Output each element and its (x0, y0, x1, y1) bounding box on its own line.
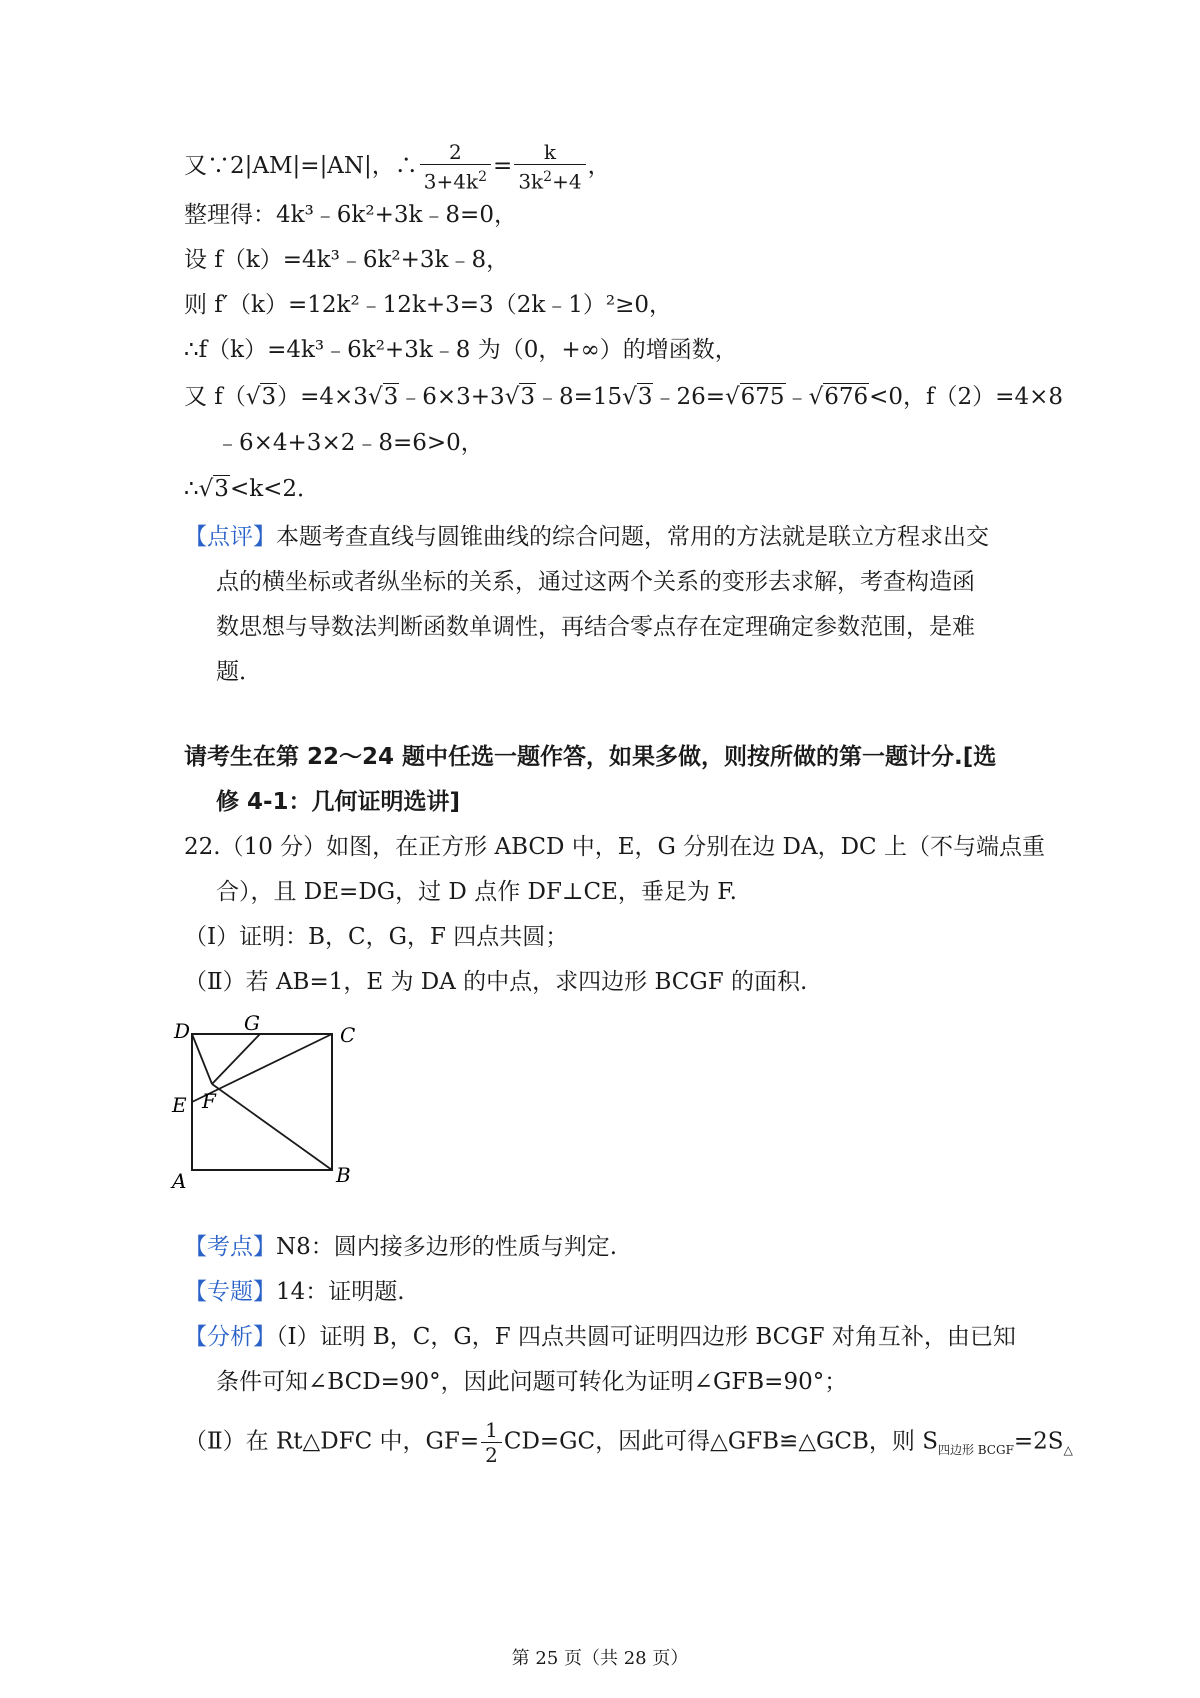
text: 又 f（ (184, 384, 246, 410)
equation-line-5: ∴f（k）=4k³﹣6k²+3k﹣8 为（0，+∞）的增函数， (184, 337, 738, 363)
text: ﹣6×3+3 (399, 384, 505, 410)
zhuanti-tag: 【专题】 (184, 1279, 276, 1305)
text: ）=4×3 (277, 384, 368, 410)
numerator: k (543, 140, 557, 164)
problem-line-1: 22.（10 分）如图，在正方形 ABCD 中，E，G 分别在边 DA，DC 上（不与端点重 (184, 834, 1045, 860)
comment-tag: 【点评】 (184, 524, 276, 550)
denominator: 2 (481, 1442, 502, 1467)
exponent: 2 (478, 169, 488, 185)
text: <0，f（2）=4×8 (869, 384, 1063, 410)
label-e: E (172, 1093, 187, 1117)
label-f: F (202, 1089, 216, 1113)
radicand: 676 (824, 384, 869, 410)
equation-line-4: 则 f′（k）=12k²﹣12k+3=3（2k﹣1）²≥0， (184, 292, 673, 318)
segment-gf (212, 1034, 260, 1084)
problem-part-1: （Ⅰ）证明：B，C，G，F 四点共圆； (184, 924, 569, 950)
den-text: +4 (552, 169, 582, 194)
radicand: 675 (740, 384, 785, 410)
fenxi-tag: 【分析】 (184, 1324, 276, 1350)
punctuation: ， (587, 152, 611, 179)
den-text: 3k (518, 169, 544, 194)
text: ﹣ (785, 384, 809, 410)
text: ﹣8=15 (535, 384, 623, 410)
text: CD=GC，因此可得△GFB≌△GCB，则 S (503, 1428, 938, 1455)
fraction-half (481, 1418, 502, 1467)
numerator: 2 (449, 140, 462, 164)
fenxi-text: （Ⅰ）证明 B，C，G，F 四点共圆可证明四边形 BCGF 对角互补，由已知 (276, 1324, 1016, 1350)
page-footer: 第 25 页（共 28 页） (511, 1648, 689, 1669)
label-c: C (340, 1023, 356, 1047)
radicand: 3 (261, 384, 277, 410)
equation-line-6: 又 f（√3）=4×3√3﹣6×3+3√3﹣8=15√3﹣26=√675﹣√676<0，f（2）=4×8 (184, 384, 1063, 410)
section-heading-line-2: 修 4-1：几何证明选讲] (216, 789, 461, 815)
kaodian-tag: 【考点】 (184, 1234, 276, 1260)
subscript: △ (1063, 1443, 1073, 1458)
den-text: 3+4k (423, 169, 479, 194)
equals-sign: = (493, 152, 513, 179)
zhuanti-text: 14：证明题. (276, 1279, 405, 1305)
exponent: 2 (543, 169, 553, 185)
kaodian-text: N8：圆内接多边形的性质与判定. (276, 1234, 618, 1260)
problem-line-2: 合），且 DE=DG，过 D 点作 DF⊥CE，垂足为 F. (216, 879, 737, 905)
comment-line-4: 题． (216, 659, 262, 685)
comment-line-1 (184, 522, 989, 552)
denominator (514, 164, 585, 194)
fenxi-line-1 (184, 1322, 1016, 1352)
comment-line-2: 点的横坐标或者纵坐标的关系，通过这两个关系的变形去求解，考查构造函 (216, 569, 975, 595)
label-g: G (244, 1011, 260, 1035)
equation-line-2: 整理得：4k³﹣6k²+3k﹣8=0， (184, 202, 517, 228)
segment-df (192, 1034, 212, 1084)
equation-line-1 (184, 140, 611, 194)
fenxi-line-2: 条件可知∠BCD=90°，因此问题可转化为证明∠GFB=90°； (216, 1369, 848, 1395)
text: （Ⅱ）在 Rt△DFC 中，GF= (184, 1428, 480, 1455)
comment-text: 本题考查直线与圆锥曲线的综合问题，常用的方法就是联立方程求出交 (276, 524, 989, 550)
equation-text: 又∵2|AM|=|AN|，∴ (184, 152, 418, 179)
equation-line-8: ∴√3<k<2． (184, 476, 321, 502)
fraction-2 (514, 140, 585, 194)
problem-part-2: （Ⅱ）若 AB=1，E 为 DA 的中点，求四边形 BCGF 的面积. (184, 969, 808, 995)
radicand: 3 (383, 384, 399, 410)
label-a: A (172, 1169, 187, 1193)
radicand: 3 (520, 384, 535, 410)
segment-fb (212, 1084, 332, 1170)
denominator (420, 164, 491, 194)
section-heading-line-1: 请考生在第 22～24 题中任选一题作答，如果多做，则按所做的第一题计分.[选 (184, 744, 997, 770)
subscript: 四边形 BCGF (937, 1443, 1014, 1458)
label-b: B (336, 1163, 351, 1187)
comment-line-3: 数思想与导数法判断函数单调性，再结合零点存在定理确定参数范围，是难 (216, 614, 975, 640)
radicand: 3 (637, 384, 653, 410)
text: ∴ (184, 476, 199, 502)
numerator: 1 (485, 1418, 498, 1442)
equation-line-3: 设 f（k）=4k³﹣6k²+3k﹣8， (184, 247, 510, 273)
text: <k<2． (229, 476, 321, 502)
radicand: 3 (214, 476, 229, 502)
label-d: D (174, 1019, 191, 1043)
kaodian-line (184, 1232, 617, 1262)
fenxi-line-3 (184, 1418, 1073, 1467)
equation-line-7: ﹣6×4+3×2﹣8=6>0， (216, 430, 484, 456)
text: ﹣26= (653, 384, 725, 410)
text: =2S (1013, 1428, 1064, 1455)
geometry-figure (172, 1011, 380, 1210)
fraction-1 (420, 140, 491, 194)
zhuanti-line (184, 1277, 405, 1307)
